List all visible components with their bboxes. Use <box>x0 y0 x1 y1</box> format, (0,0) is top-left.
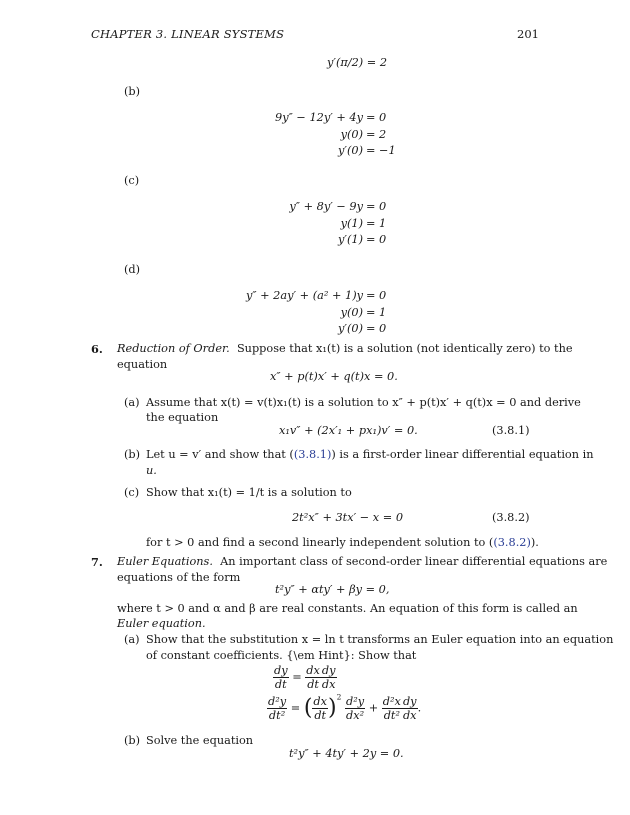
fraction <box>402 695 418 722</box>
eq-lhs: 9y″ − 12y′ + 4y <box>275 111 363 124</box>
fraction <box>321 664 337 691</box>
euler-equation: t²y″ + αty′ + βy = 0, <box>275 583 390 596</box>
page-number: 201 <box>517 27 539 41</box>
problem-title: Euler Equations. <box>117 555 213 568</box>
eq-lhs: y(0) <box>340 306 363 319</box>
denominator: dt² <box>268 709 286 722</box>
intro-line-2: equations of the form <box>117 571 241 584</box>
intro-line-4: Euler equation. <box>117 617 206 630</box>
equation-number: (3.8.1) <box>492 424 530 437</box>
subpart-c-line-1: Show that x₁(t) = 1/t is a solution to <box>146 486 352 499</box>
equation-ref-link[interactable]: (3.8.1) <box>293 448 332 461</box>
subpart-a-line-1: Assume that x(t) = v(t)x₁(t) is a solution to x″ + p(t)x′ + q(t)x = 0 and derive <box>146 396 581 409</box>
intro-line-1: An important class of second-order linear differential equations are <box>220 555 608 568</box>
subpart-c-line-2 <box>146 535 539 551</box>
intro-line-3: where t > 0 and α and β are real constants. An equation of this form is called an <box>117 602 578 615</box>
subpart-a-line-2: the equation <box>146 411 219 424</box>
problem-number: 6. <box>91 342 103 356</box>
eq-rhs: = 0 <box>366 233 387 246</box>
eq-rhs: = 1 <box>366 306 387 319</box>
eq-rhs: = −1 <box>366 144 396 157</box>
text: ) is a first-order linear differential equation in <box>331 448 594 461</box>
chain-rule-eq-1: $\frac{dy}{dt}$ = $\frac{dx}{dt}$ $\frac{dy}{dx}$ <box>274 664 336 691</box>
fraction <box>382 695 402 722</box>
subpart-a-line-1: Show that the substitution x = ln t transforms an Euler equation into an equation <box>146 633 614 646</box>
numerator: d²y <box>268 695 287 708</box>
equation-3-8-2: 2t²x″ + 3tx′ − x = 0 <box>292 511 404 524</box>
subpart-a-label: (a) <box>124 633 140 646</box>
intro-line-2: equation <box>117 358 168 371</box>
subpart-b-line-1 <box>146 447 594 463</box>
eq-lhs: y(0) <box>340 128 363 141</box>
fraction <box>273 664 289 691</box>
subpart-a-line-2: of constant coefficients. {\em Hint}: Show that <box>146 649 417 662</box>
numerator: dy <box>321 664 336 677</box>
fraction <box>305 664 321 691</box>
denominator: dt <box>307 678 319 691</box>
subpart-b-label: (b) <box>124 734 141 747</box>
eq-rhs: = 1 <box>366 217 387 230</box>
numerator: dy <box>402 695 417 708</box>
initial-condition-eq: y′(π/2) = 2 <box>327 56 388 69</box>
numerator: dx <box>306 664 320 677</box>
eq-lhs: y′(0) <box>338 144 363 157</box>
part-d-label: (d) <box>124 263 141 276</box>
part-b-label: (b) <box>124 85 141 98</box>
problem-title: Reduction of Order. <box>117 342 230 355</box>
text: Let u = v′ and show that ( <box>146 448 294 461</box>
denominator: dt² <box>383 709 401 722</box>
subpart-b-label: (b) <box>124 448 141 461</box>
eq-lhs: y′(1) <box>338 233 363 246</box>
fraction <box>312 695 328 722</box>
numerator: d²x <box>382 695 401 708</box>
running-header <box>91 27 539 43</box>
problem-intro <box>117 554 607 570</box>
equation-ref-link[interactable]: (3.8.2) <box>493 536 531 549</box>
eq-lhs: y′(0) <box>338 322 363 335</box>
equation-3-8-1: x₁v″ + (2x′₁ + px₁)v′ = 0. <box>279 424 418 437</box>
eq-rhs: = 0 <box>366 289 387 302</box>
chain-rule-eq-2: $\frac{\text{d²y}}{\text{dt²}}$ = ( $\frac{dx}{dt}$ )$^2$ $\frac{\text{d²y}}{\text{dx²}}$ + $\frac{\text{d²x}}{\text{dt²}}$ $\frac{dy}{dx}$ . <box>268 692 422 722</box>
text: for t > 0 and find a second linearly independent solution to ( <box>146 536 494 549</box>
fraction <box>345 695 365 722</box>
denominator: dt <box>314 709 327 722</box>
part-c-label: (c) <box>124 174 140 187</box>
subpart-c-label: (c) <box>124 486 140 499</box>
eq-rhs: = 0 <box>366 111 387 124</box>
numerator: dy <box>274 664 288 677</box>
numerator: dx <box>313 695 328 708</box>
subpart-a-label: (a) <box>124 396 140 409</box>
numerator: d²y <box>345 695 365 708</box>
euler-example-equation: t²y″ + 4ty′ + 2y = 0. <box>289 747 404 760</box>
eq-rhs: = 0 <box>366 322 387 335</box>
problem-intro <box>117 341 573 357</box>
denominator: dx <box>402 709 417 722</box>
eq-rhs: = 0 <box>366 200 387 213</box>
problem-number: 7. <box>91 555 103 569</box>
eq-lhs: y″ + 2ay′ + (a² + 1)y <box>245 289 363 302</box>
equation-number: (3.8.2) <box>492 511 530 524</box>
main-equation: x″ + p(t)x′ + q(t)x = 0. <box>270 370 398 383</box>
subpart-b-line-2: u. <box>146 464 157 477</box>
eq-rhs: = 2 <box>366 128 387 141</box>
denominator: dx <box>321 678 336 691</box>
intro-line-1: Suppose that x₁(t) is a solution (not identically zero) to the <box>236 342 573 355</box>
subpart-b-line-1: Solve the equation <box>146 734 254 747</box>
denominator: dx² <box>345 709 365 722</box>
denominator: dt <box>274 678 287 691</box>
text: ). <box>530 536 539 549</box>
eq-lhs: y″ + 8y′ − 9y <box>289 200 363 213</box>
eq-lhs: y(1) <box>340 217 363 230</box>
chapter-title: CHAPTER 3. LINEAR SYSTEMS <box>91 27 285 41</box>
fraction <box>267 695 287 722</box>
